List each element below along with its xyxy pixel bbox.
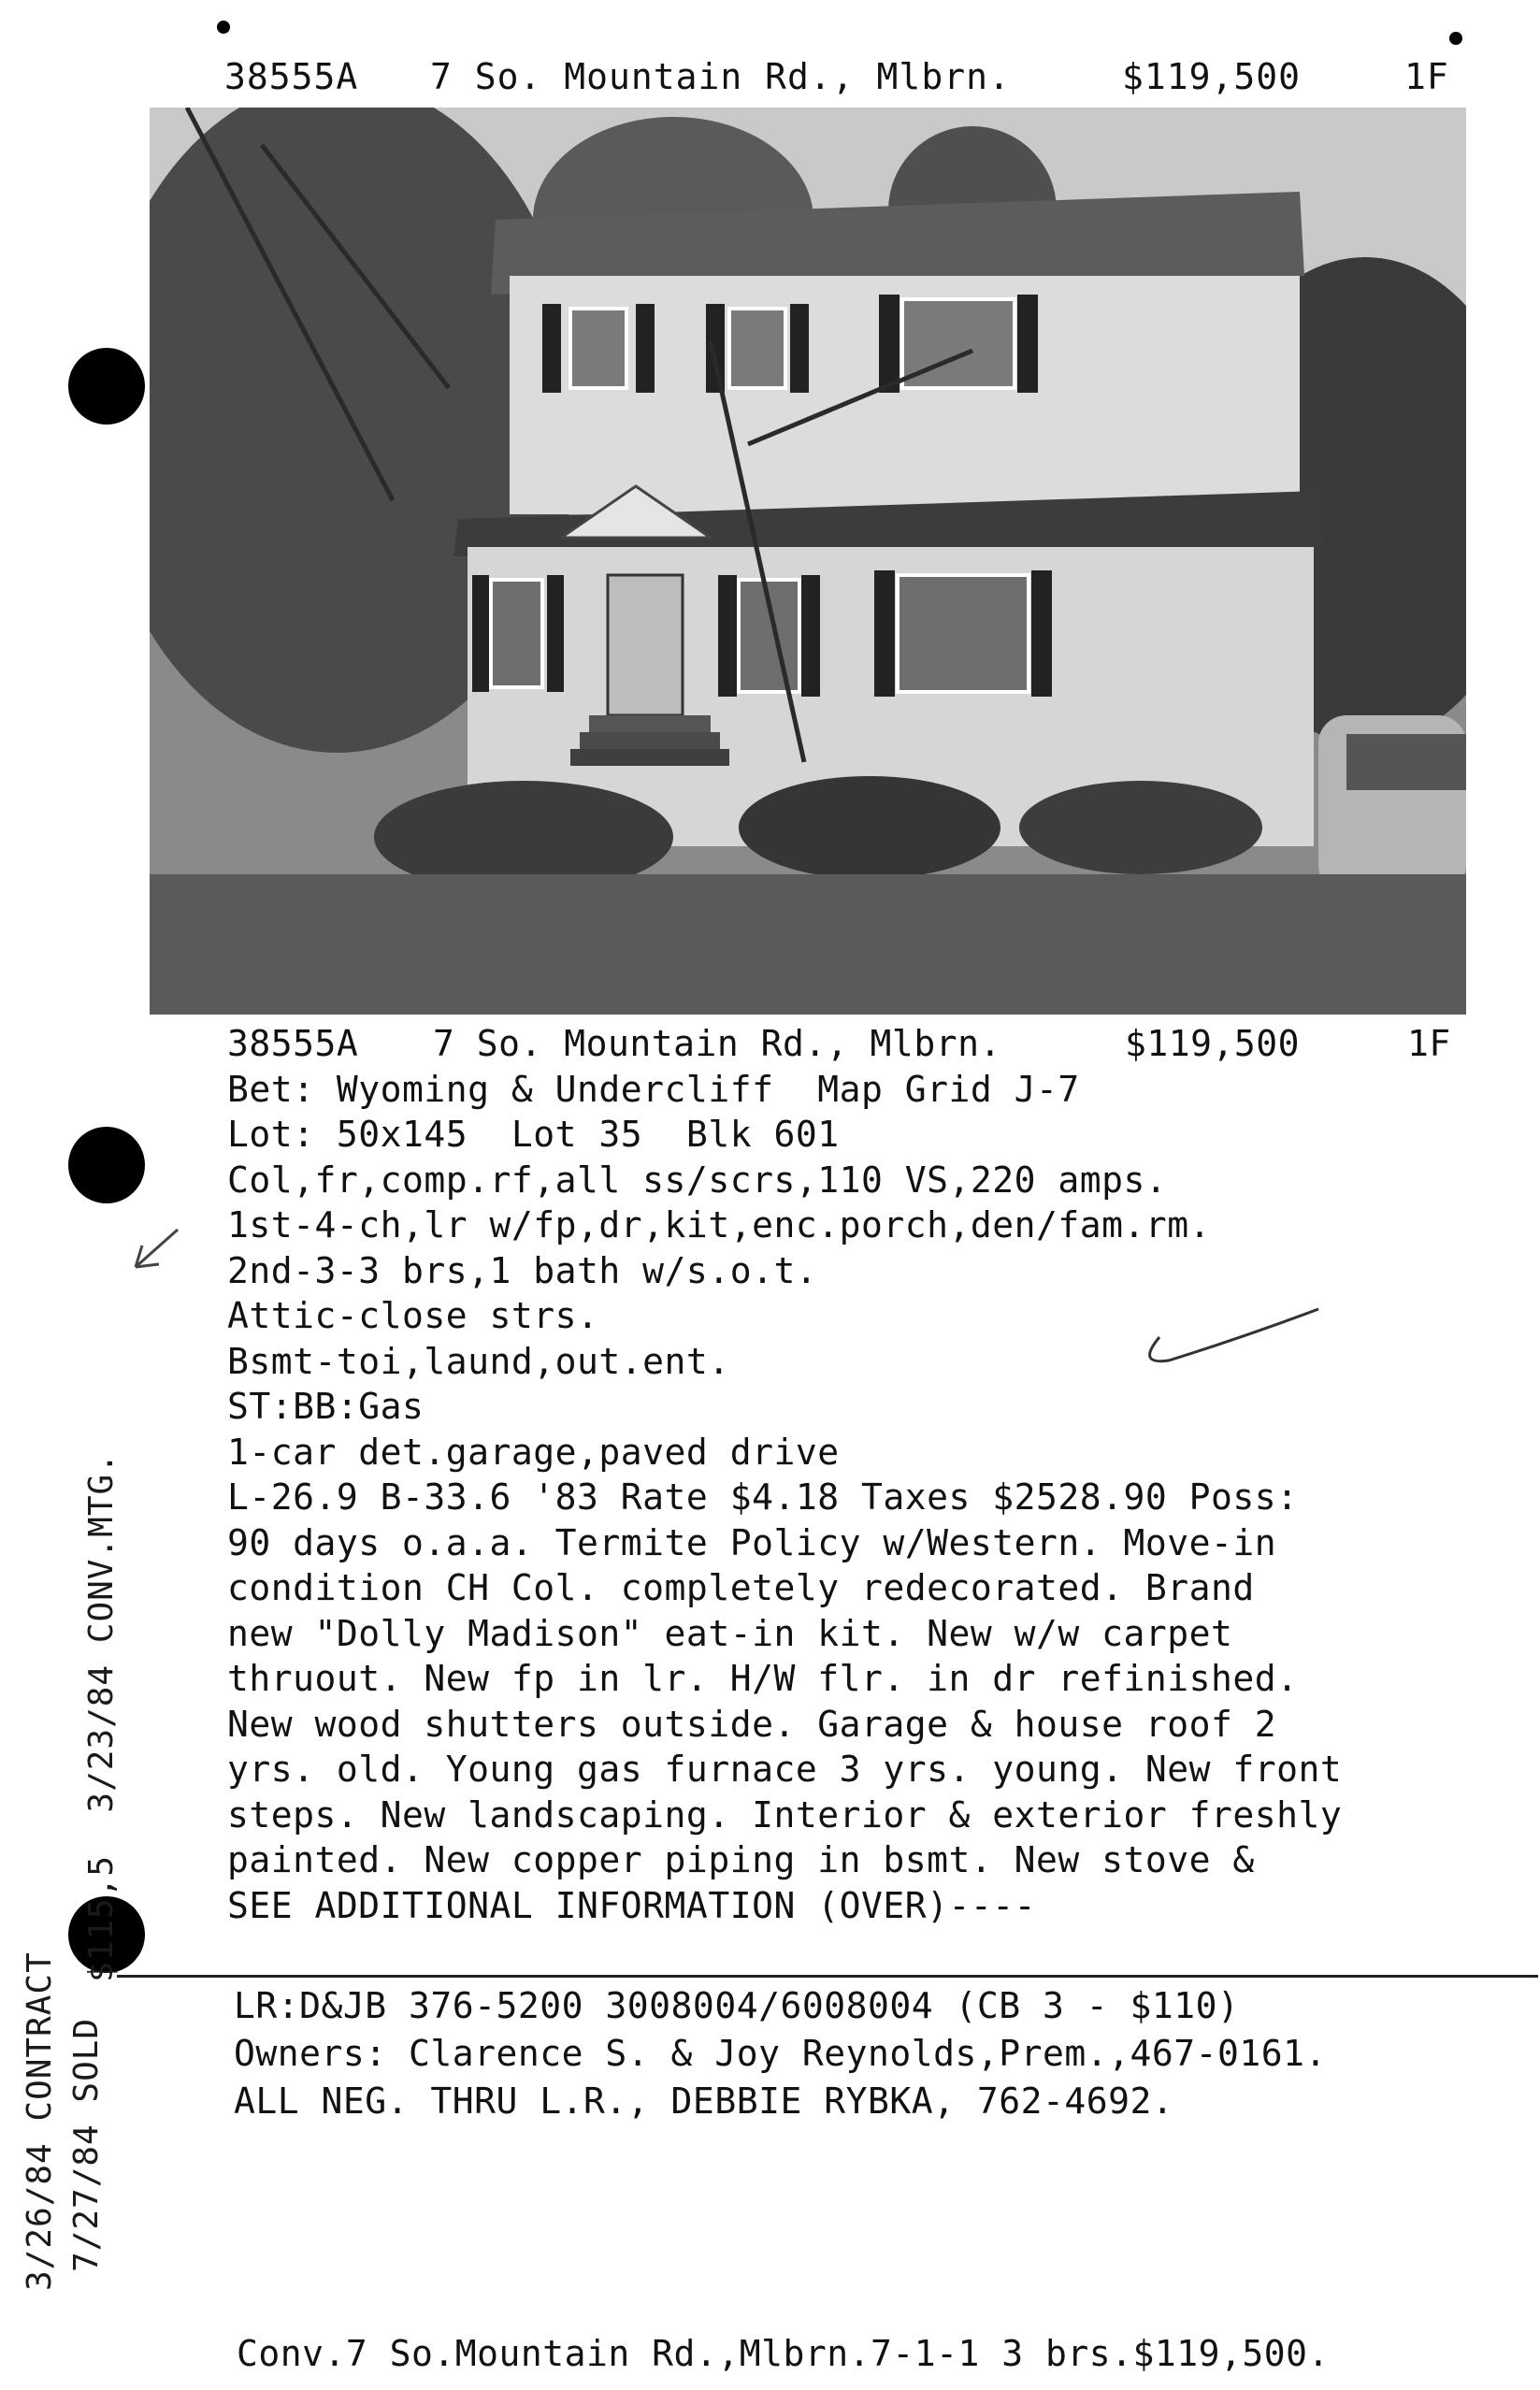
listing-line: Col,fr,comp.rf,all ss/scrs,110 VS,220 amps. [227, 1159, 1168, 1201]
header-price: $119,500 [1122, 56, 1302, 97]
listing-line: 1-car det.garage,paved drive [227, 1431, 840, 1473]
listing-address: 7 So. Mountain Rd., Mlbrn. [433, 1023, 1001, 1064]
listing-line: ST:BB:Gas [227, 1386, 425, 1427]
footer-summary: Conv.7 So.Mountain Rd.,Mlbrn.7-1-1 3 brs.$119,500. [237, 2333, 1330, 2374]
listing-details [227, 1021, 1461, 1928]
arrow-mark-icon [122, 1225, 187, 1281]
office-info [234, 1982, 1327, 2125]
contract-note: 3/26/84 CONTRACT [21, 1951, 59, 2291]
listing-line: Bet: Wyoming & Undercliff Map Grid J-7 [227, 1068, 1080, 1110]
listing-line: SEE ADDITIONAL INFORMATION (OVER)---- [227, 1884, 1036, 1926]
listing-title-line [227, 1021, 1461, 1067]
corner-mark-left [217, 21, 230, 34]
listing-line: yrs. old. Young gas furnace 3 yrs. young. New front [227, 1749, 1343, 1790]
checkmark-icon [1131, 1300, 1337, 1384]
header-address: 7 So. Mountain Rd., Mlbrn. [430, 56, 1011, 97]
listing-mls: 38555A [227, 1023, 359, 1064]
listing-line: painted. New copper piping in bsmt. New stove & [227, 1839, 1255, 1880]
listing-line: Attic-close strs. [227, 1295, 599, 1336]
section-divider [117, 1975, 1538, 1978]
listing-line: condition CH Col. completely redecorated. Brand [227, 1567, 1255, 1608]
office-line: ALL NEG. THRU L.R., DEBBIE RYBKA, 762-4692. [234, 2080, 1174, 2122]
listing-line: new "Dolly Madison" eat-in kit. New w/w carpet [227, 1612, 1233, 1654]
mortgage-note: $115,5 3/23/84 CONV.MTG. [82, 1452, 121, 1982]
listing-price: $119,500 [1125, 1023, 1301, 1064]
listing-line: steps. New landscaping. Interior & exterior freshly [227, 1793, 1343, 1836]
listing-line: Lot: 50x145 Lot 35 Blk 601 [227, 1114, 840, 1155]
punch-hole-top [68, 348, 145, 425]
house-photo [150, 108, 1466, 1015]
corner-mark-right [1449, 32, 1462, 45]
listing-line: 90 days o.a.a. Termite Policy w/Western. Move-in [227, 1521, 1277, 1563]
header-type: 1F [1404, 56, 1449, 97]
listing-line: Bsmt-toi,laund,out.ent. [227, 1340, 730, 1382]
listing-line: 1st-4-ch,lr w/fp,dr,kit,enc.porch,den/fam.rm. [227, 1204, 1212, 1245]
sold-note: 7/27/84 SOLD [67, 2017, 106, 2272]
house-photo-drawing [150, 108, 1466, 1015]
listing-line: New wood shutters outside. Garage & house roof 2 [227, 1703, 1277, 1745]
listing-line: thruout. New fp in lr. H/W flr. in dr refinished. [227, 1658, 1299, 1699]
listing-type: 1F [1407, 1023, 1451, 1064]
listing-line: 2nd-3-3 brs,1 bath w/s.o.t. [227, 1249, 818, 1291]
office-line: LR:D&JB 376-5200 3008004/6008004 (CB 3 - $110) [234, 1985, 1240, 2026]
punch-hole-middle [68, 1127, 145, 1203]
header-mls: 38555A [224, 56, 359, 97]
listing-line: L-26.9 B-33.6 '83 Rate $4.18 Taxes $2528.90 Poss: [227, 1476, 1299, 1518]
office-line: Owners: Clarence S. & Joy Reynolds,Prem.,467-0161. [234, 2033, 1327, 2074]
